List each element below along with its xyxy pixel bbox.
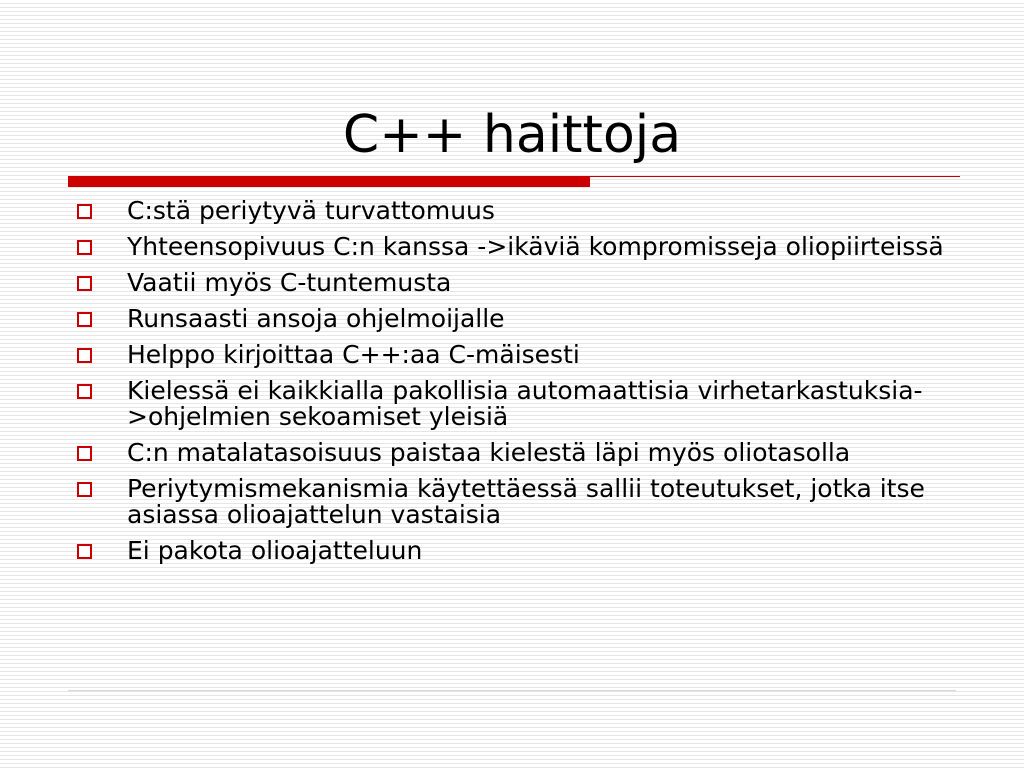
bullet-item: [76, 306, 976, 332]
square-bullet-icon: [77, 544, 92, 559]
bullet-item: [76, 198, 976, 224]
bullet-item: [76, 270, 976, 296]
bullet-text: Ei pakota olioajatteluun: [127, 536, 423, 565]
square-bullet-icon: [77, 276, 92, 291]
bullet-text: Kielessä ei kaikkialla pakollisia automaattisia virhetarkastuksia->ohjelmien sekoamiset yleisiä: [127, 376, 923, 431]
footer-divider: [68, 690, 956, 691]
bullet-text: Runsaasti ansoja ohjelmoijalle: [127, 304, 505, 333]
bullet-item: [76, 476, 976, 528]
bullet-item: [76, 342, 976, 368]
square-bullet-icon: [77, 384, 92, 399]
bullet-item: [76, 378, 976, 430]
bullet-text: Periytymismekanismia käytettäessä sallii toteutukset, jotka itse asiassa olioajattelun vastaisia: [127, 474, 925, 529]
square-bullet-icon: [77, 482, 92, 497]
square-bullet-icon: [77, 204, 92, 219]
bullet-item: [76, 234, 976, 260]
square-bullet-icon: [77, 312, 92, 327]
bullet-text: Yhteensopivuus C:n kanssa ->ikäviä kompromisseja oliopiirteissä: [127, 232, 944, 261]
bullet-text: C:n matalatasoisuus paistaa kielestä läpi myös oliotasolla: [127, 438, 851, 467]
bullet-text: Helppo kirjoittaa C++:aa C-mäisesti: [127, 340, 580, 369]
bullet-text: C:stä periytyvä turvattomuus: [127, 196, 495, 225]
title-underline-thin: [590, 176, 960, 177]
square-bullet-icon: [77, 446, 92, 461]
square-bullet-icon: [77, 240, 92, 255]
slide-title: C++ haittoja: [342, 105, 682, 165]
bullet-item: [76, 538, 976, 564]
bullet-text: Vaatii myös C-tuntemusta: [127, 268, 452, 297]
square-bullet-icon: [77, 348, 92, 363]
bullet-item: [76, 440, 976, 466]
bullet-list: [76, 198, 976, 574]
title-underline-thick: [68, 176, 590, 187]
